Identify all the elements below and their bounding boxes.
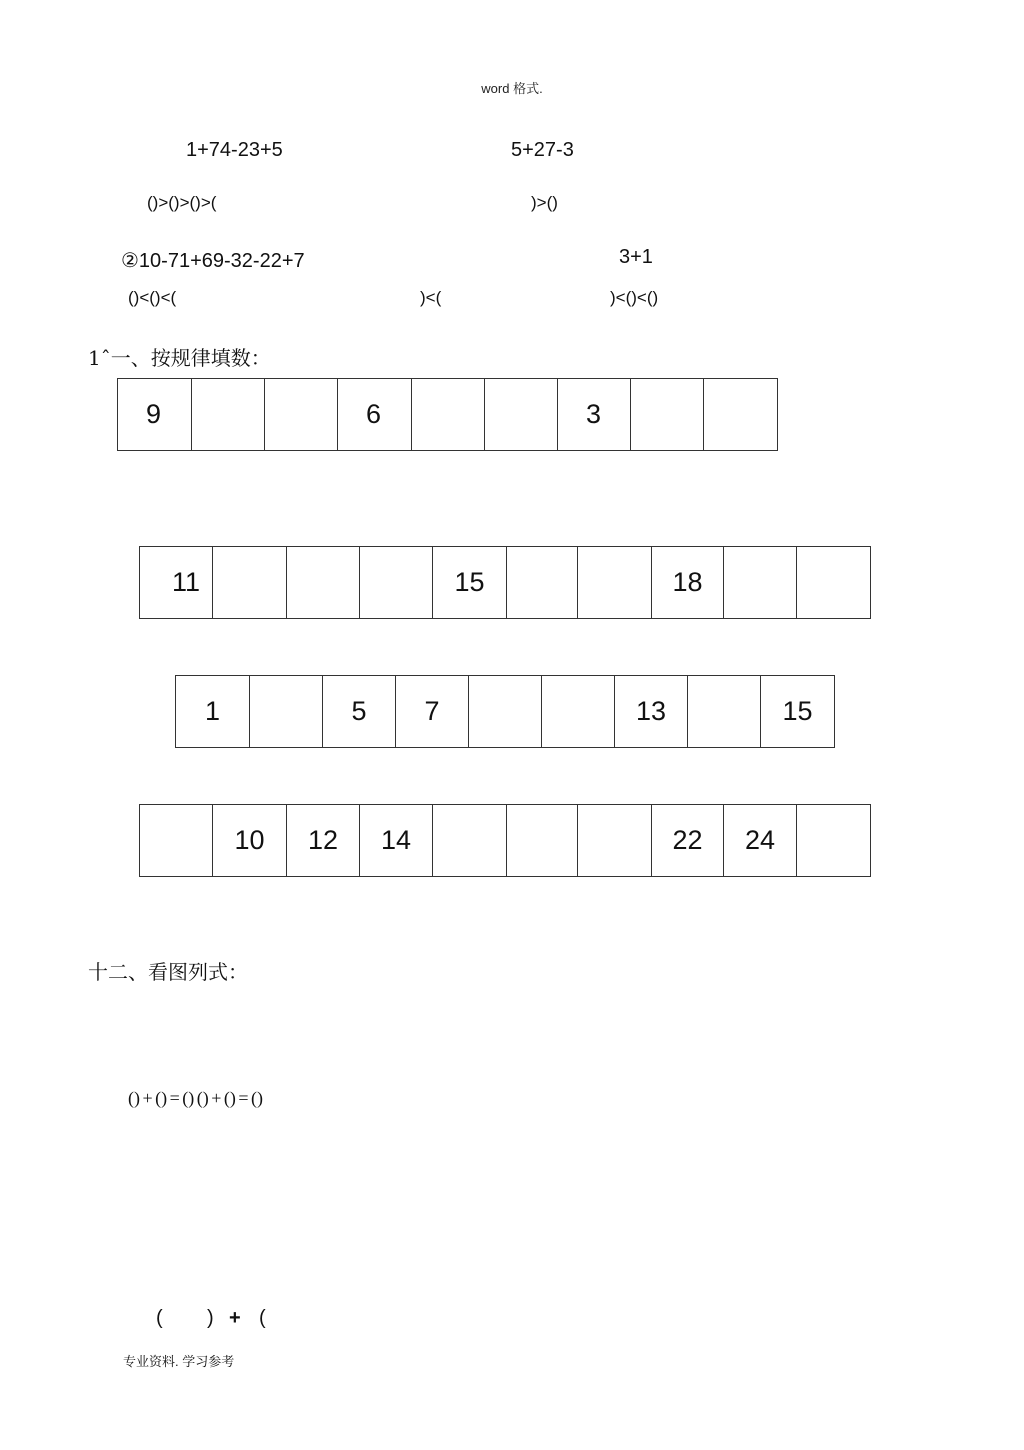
grid-cell[interactable]: 15 [433, 547, 507, 618]
expression-1: 1+74-23+5 [186, 139, 283, 161]
grid-cell[interactable]: 6 [338, 379, 412, 450]
comparison-2c: )<()<() [610, 288, 659, 307]
grid-cell[interactable] [542, 676, 615, 747]
grid-cell[interactable]: 3 [558, 379, 631, 450]
grid-cell[interactable] [578, 805, 652, 876]
grid-cell[interactable]: 10 [213, 805, 287, 876]
grid-cell[interactable]: 7 [396, 676, 469, 747]
grid-cell[interactable] [631, 379, 704, 450]
page-footer: 专业资料. 学习参考 [123, 1354, 235, 1369]
number-grid-1 [117, 378, 778, 451]
grid-cell[interactable] [412, 379, 485, 450]
grid-cell[interactable]: 22 [652, 805, 724, 876]
comparison-2a: ()<()<( [128, 288, 177, 307]
grid-cell[interactable] [287, 547, 360, 618]
grid-cell[interactable] [213, 547, 287, 618]
number-grid-3 [175, 675, 835, 748]
grid-cell[interactable] [724, 547, 797, 618]
grid-cell[interactable]: 11 [140, 547, 213, 618]
expression-4: 3+1 [619, 246, 653, 268]
grid-cell[interactable]: 18 [652, 547, 724, 618]
grid-cell[interactable]: 14 [360, 805, 433, 876]
grid-cell[interactable]: 1 [176, 676, 250, 747]
bottom-paren-open-2: ( [259, 1307, 266, 1329]
grid-cell[interactable]: 13 [615, 676, 688, 747]
grid-cell[interactable]: 9 [118, 379, 192, 450]
grid-cell[interactable] [578, 547, 652, 618]
grid-cell[interactable]: 12 [287, 805, 360, 876]
section-12-title: 十二、看图列式： [88, 960, 248, 984]
comparison-2b: )<( [420, 288, 442, 307]
number-grid-4 [139, 804, 871, 877]
grid-cell[interactable] [265, 379, 338, 450]
grid-cell[interactable]: 5 [323, 676, 396, 747]
bottom-paren-open: ( [156, 1307, 163, 1329]
grid-cell[interactable] [250, 676, 323, 747]
grid-cell[interactable] [469, 676, 542, 747]
comparison-1b: )>() [531, 193, 558, 212]
grid-cell[interactable] [797, 805, 870, 876]
page-header: word 格式. [481, 81, 543, 96]
bottom-paren-close: ) [207, 1307, 214, 1329]
number-grid-2 [139, 546, 871, 619]
section-11-title: 1ˆ一、按规律填数： [88, 346, 271, 370]
comparison-1a: ()>()>()>( [147, 193, 217, 212]
expression-2: 5+27-3 [511, 139, 574, 161]
grid-cell[interactable] [485, 379, 558, 450]
picture-equation: () + () = () () + () = () [128, 1088, 264, 1108]
grid-cell[interactable] [140, 805, 213, 876]
expression-3: ②10-71+69-32-22+7 [121, 250, 305, 272]
grid-cell[interactable] [688, 676, 761, 747]
grid-cell[interactable]: 15 [782, 696, 813, 726]
grid-cell[interactable] [797, 547, 870, 618]
grid-cell[interactable] [360, 547, 433, 618]
grid-cell[interactable] [192, 379, 265, 450]
grid-cell[interactable] [704, 379, 777, 450]
grid-cell[interactable]: 24 [724, 805, 797, 876]
bottom-plus: + [229, 1307, 241, 1329]
grid-cell[interactable] [507, 547, 578, 618]
grid-cell[interactable] [507, 805, 578, 876]
grid-cell[interactable] [433, 805, 507, 876]
